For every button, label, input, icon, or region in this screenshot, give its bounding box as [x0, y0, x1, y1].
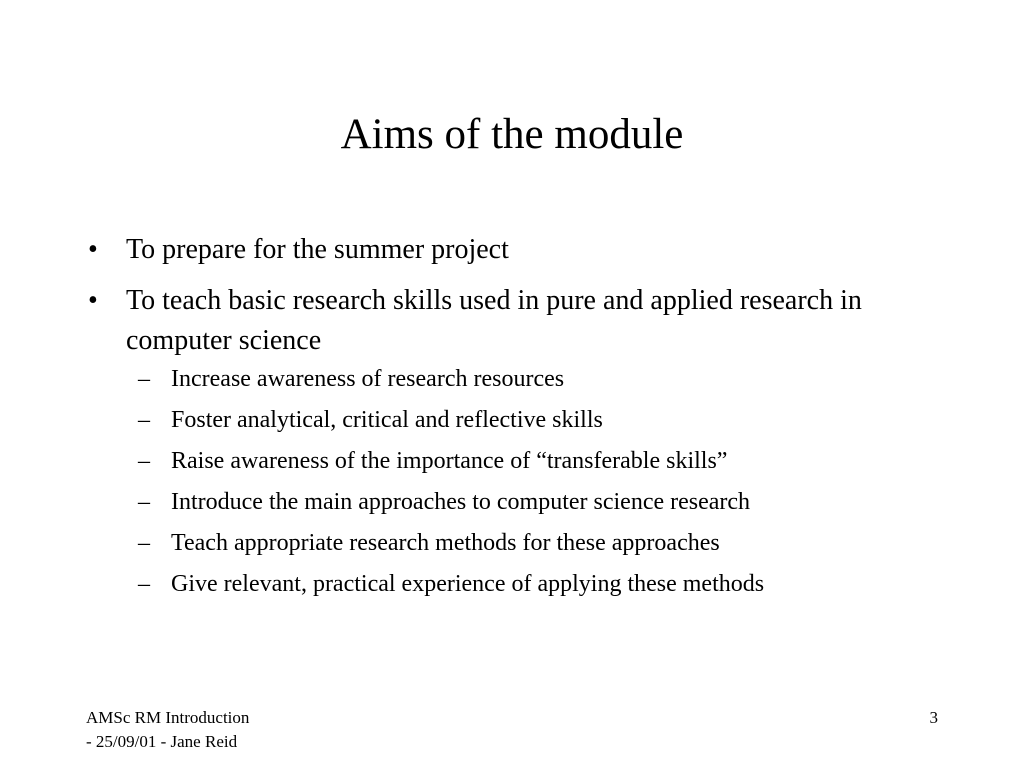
sub-bullet-text: Give relevant, practical experience of applying these methods — [171, 571, 765, 597]
sub-bullet-marker: – — [138, 489, 150, 515]
bullet-marker: • — [88, 234, 98, 265]
sub-bullet-item — [86, 364, 946, 394]
page-number: 3 — [929, 708, 938, 727]
footer-line-2: - 25/09/01 - Jane Reid — [86, 732, 238, 751]
bullet-item — [86, 281, 946, 599]
sub-bullet-marker: – — [138, 530, 150, 556]
sub-bullet-text: Foster analytical, critical and reflective skills — [171, 407, 603, 433]
bullet-text: To teach basic research skills used in pure and applied research in computer science — [126, 285, 862, 356]
sub-bullet-marker: – — [138, 448, 150, 474]
sub-bullet-text: Increase awareness of research resources — [171, 366, 565, 392]
sub-bullet-marker: – — [138, 571, 150, 597]
sub-bullet-list — [126, 364, 946, 599]
sub-bullet-item — [86, 446, 946, 476]
sub-bullet-item — [86, 528, 946, 558]
sub-bullet-marker: – — [138, 407, 150, 433]
sub-bullet-text: Introduce the main approaches to computer science research — [171, 489, 751, 515]
sub-bullet-item — [86, 487, 946, 517]
sub-bullet-item — [86, 569, 946, 599]
sub-bullet-item — [86, 405, 946, 435]
bullet-item — [86, 230, 946, 270]
bullet-marker: • — [88, 285, 98, 316]
slide-title: Aims of the module — [340, 111, 684, 158]
sub-bullet-text: Teach appropriate research methods for these approaches — [171, 530, 720, 556]
sub-bullet-marker: – — [138, 366, 150, 392]
slide-footer — [86, 706, 249, 754]
bullet-list — [86, 230, 946, 610]
footer-line-1: AMSc RM Introduction — [86, 708, 250, 727]
bullet-text: To prepare for the summer project — [126, 234, 509, 265]
sub-bullet-text: Raise awareness of the importance of “transferable skills” — [171, 448, 728, 474]
